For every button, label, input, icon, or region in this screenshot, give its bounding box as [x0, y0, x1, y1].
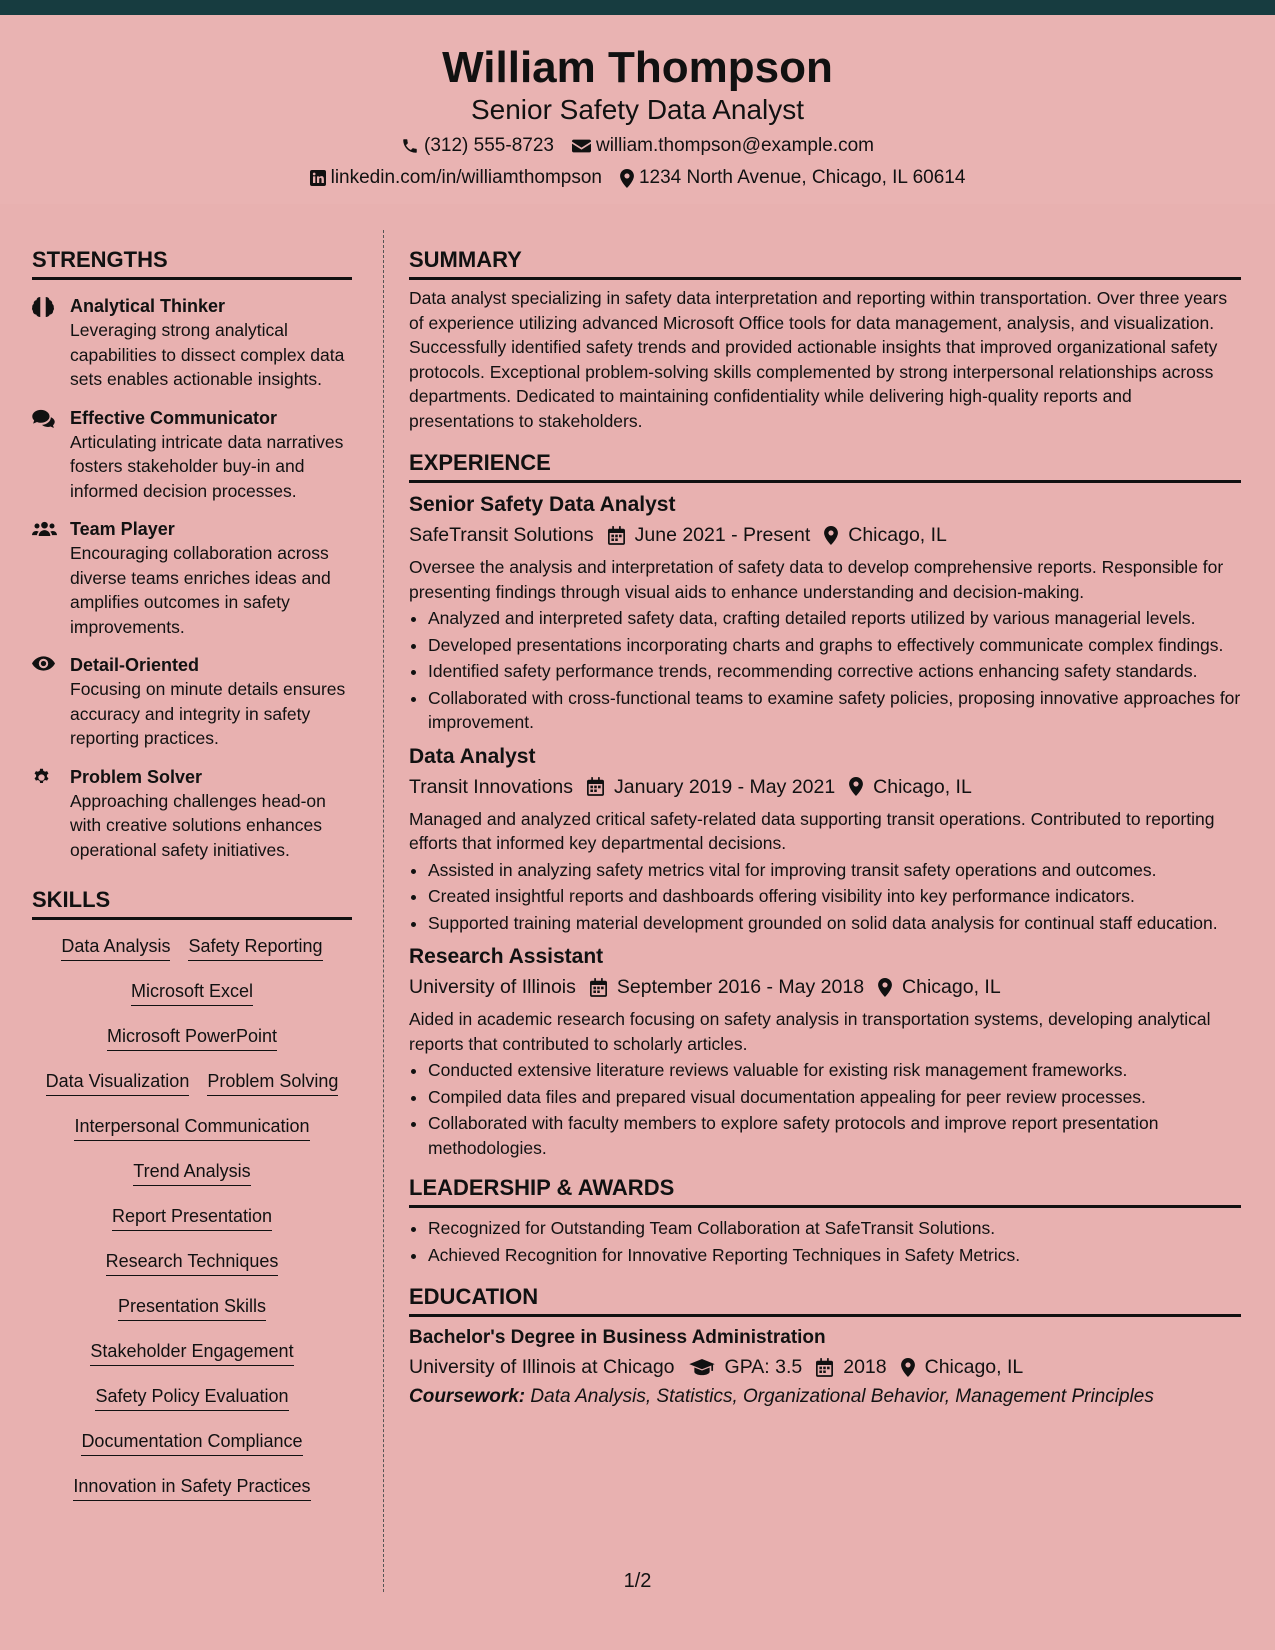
strength-item: [32, 517, 352, 639]
job-title: Senior Safety Data Analyst: [409, 493, 676, 516]
skill-row: [32, 1294, 352, 1339]
skill-tag: Documentation Compliance: [81, 1429, 302, 1456]
graduation-year: 2018: [843, 1356, 887, 1378]
gpa-text: GPA: 3.5: [724, 1356, 803, 1378]
job-bullets: [409, 1058, 1241, 1160]
email-link[interactable]: william.thompson@example.com: [595, 135, 874, 156]
education-location: Chicago, IL: [924, 1356, 1024, 1378]
job-entry: [409, 743, 1241, 936]
skill-row: [32, 1429, 352, 1474]
map-pin-icon: [620, 169, 634, 188]
users-icon: [32, 517, 70, 639]
company-name: Transit Innovations: [409, 775, 574, 798]
gear-icon: [32, 765, 70, 863]
education-meta: [409, 1353, 1241, 1381]
top-accent-bar: [0, 0, 1275, 15]
skill-row: [32, 1159, 352, 1204]
school-name: University of Illinois at Chicago: [409, 1356, 675, 1378]
eye-icon: [32, 653, 70, 751]
brain-icon: [32, 294, 70, 392]
candidate-title: Senior Safety Data Analyst: [470, 94, 805, 125]
calendar-icon: [816, 1358, 833, 1377]
skill-tag: Data Analysis: [61, 934, 170, 961]
job-bullet: • Developed presentations incorporating charts and graphs to effectively communicate complex findings.: [428, 633, 1241, 658]
skill-tag: Microsoft PowerPoint: [107, 1024, 277, 1051]
skills-list: [32, 934, 352, 1519]
calendar-icon: [590, 978, 607, 997]
skill-tag: Innovation in Safety Practices: [73, 1474, 310, 1501]
strength-item: [32, 294, 352, 392]
skill-tag: Trend Analysis: [133, 1159, 250, 1186]
leadership-heading: LEADERSHIP & AWARDS: [409, 1174, 1241, 1208]
skill-tag: Problem Solving: [207, 1069, 338, 1096]
job-entry: [409, 943, 1241, 1160]
job-location: Chicago, IL: [902, 976, 1001, 998]
strength-desc: Approaching challenges head-on with creative solutions enhances operational safety initiatives.: [70, 790, 326, 860]
job-bullet: • Supported training material development grounded on solid data analysis for continual staff education.: [428, 911, 1241, 936]
job-meta: [409, 773, 1241, 801]
skill-row: [32, 934, 352, 979]
skill-tag: Data Visualization: [46, 1069, 190, 1096]
job-entry: [409, 491, 1241, 735]
email-contact: [572, 134, 874, 158]
linkedin-icon: [310, 170, 326, 186]
job-bullet: • Analyzed and interpreted safety data, crafting detailed reports utilized by various managerial levels.: [428, 606, 1241, 631]
strength-desc: Encouraging collaboration across diverse teams enriches ideas and amplifies outcomes in safety improvements.: [70, 543, 331, 637]
skill-tag: Microsoft Excel: [131, 979, 253, 1006]
job-meta: [409, 973, 1241, 1001]
map-pin-icon: [824, 526, 838, 545]
candidate-name: William Thompson: [442, 43, 833, 92]
skill-tag: Research Techniques: [106, 1249, 279, 1276]
job-description: Managed and analyzed critical safety-related data supporting transit operations. Contributed to reporting efforts that informed key departmental decisions.: [409, 808, 1215, 853]
skill-tag: Stakeholder Engagement: [90, 1339, 293, 1366]
phone-icon: [401, 137, 419, 155]
strength-title: Effective Communicator: [70, 407, 278, 428]
skill-row: [32, 1474, 352, 1519]
degree-title: Bachelor's Degree in Business Administration: [409, 1327, 826, 1348]
phone-text[interactable]: (312) 555-8723: [424, 135, 554, 156]
skill-tag: Report Presentation: [112, 1204, 272, 1231]
company-name: SafeTransit Solutions: [409, 524, 594, 546]
award-item: • Recognized for Outstanding Team Collaboration at SafeTransit Solutions.: [428, 1216, 1241, 1241]
skills-heading: SKILLS: [32, 886, 352, 920]
skill-row: [32, 1024, 352, 1069]
job-location: Chicago, IL: [873, 775, 972, 798]
job-meta: [409, 521, 1241, 549]
skill-tag: Presentation Skills: [118, 1294, 266, 1321]
job-bullet: • Identified safety performance trends, recommending corrective actions enhancing safety standards.: [428, 659, 1241, 684]
phone-contact: [401, 134, 554, 158]
skill-row: [32, 1114, 352, 1159]
map-pin-icon: [849, 777, 863, 796]
skill-row: [32, 1204, 352, 1249]
calendar-icon: [587, 777, 604, 796]
skill-row: [32, 1249, 352, 1294]
right-column: [409, 230, 1241, 1411]
job-description: Oversee the analysis and interpretation of safety data to develop comprehensive reports. Responsible for presenting findings through visual aids to enhance understanding and decision-making.: [409, 557, 1224, 602]
strength-desc: Articulating intricate data narratives fosters stakeholder buy-in and informed decision processes.: [70, 431, 344, 501]
job-bullet: • Conducted extensive literature reviews valuable for existing risk management frameworks.: [428, 1058, 1241, 1083]
strength-title: Team Player: [70, 519, 175, 539]
job-bullet: • Assisted in analyzing safety metrics vital for improving transit safety operations and outcomes.: [428, 858, 1241, 883]
strength-title: Analytical Thinker: [70, 296, 226, 316]
job-location: Chicago, IL: [848, 524, 947, 546]
job-dates: June 2021 - Present: [634, 524, 811, 546]
job-bullet: • Compiled data files and prepared visual documentation appealing for peer review processes.: [428, 1085, 1241, 1110]
job-title: Data Analyst: [409, 744, 536, 768]
map-pin-icon: [878, 978, 892, 997]
column-divider: [383, 230, 384, 1592]
address-text: 1234 North Avenue, Chicago, IL 60614: [638, 167, 966, 188]
map-pin-icon: [901, 1358, 915, 1377]
coursework-text: Data Analysis, Statistics, Organizational Behavior, Management Principles: [525, 1386, 1154, 1407]
job-dates: September 2016 - May 2018: [616, 976, 865, 998]
job-title: Research Assistant: [409, 945, 604, 968]
education-heading: EDUCATION: [409, 1283, 1241, 1317]
job-description: Aided in academic research focusing on safety analysis in transportation systems, developing analytical reports that contributed to scholarly articles.: [409, 1009, 1211, 1054]
job-bullet: • Collaborated with cross-functional teams to examine safety policies, proposing innovative approaches for improvement.: [428, 686, 1241, 735]
skill-row: [32, 1069, 352, 1114]
linkedin-contact: [310, 166, 602, 190]
strength-item: [32, 653, 352, 751]
skill-row: [32, 1339, 352, 1384]
strength-item: [32, 765, 352, 863]
comments-icon: [32, 406, 70, 504]
graduation-cap-icon: [689, 1359, 715, 1376]
resume-header: [0, 15, 1275, 204]
summary-text: Data analyst specializing in safety data interpretation and reporting within transportation. Over three years of experience utilizing advanced Microsoft Office tools for data management, analysis, and visualization. Successfully identified safety trends and provided actionable insights that improved organizational safety protocols. Exceptional problem-solving skills complemented by strong interpersonal relationships across departments. Dedicated to maintaining confidentiality while delivering high-quality reports and presentations to stakeholders.: [409, 288, 1228, 431]
experience-heading: EXPERIENCE: [409, 449, 1241, 483]
contact-row-2: [0, 166, 1275, 190]
contact-row-1: [0, 134, 1275, 158]
address-contact: [620, 166, 965, 190]
job-bullets: [409, 606, 1241, 735]
linkedin-link[interactable]: linkedin.com/in/williamthompson: [330, 167, 602, 188]
skill-row: [32, 1384, 352, 1429]
skill-tag: Interpersonal Communication: [74, 1114, 309, 1141]
strength-item: [32, 406, 352, 504]
strength-title: Detail-Oriented: [70, 655, 200, 675]
strengths-heading: STRENGTHS: [32, 246, 352, 280]
award-item: • Achieved Recognition for Innovative Reporting Techniques in Safety Metrics.: [428, 1243, 1241, 1268]
job-bullets: [409, 858, 1241, 936]
skill-tag: Safety Reporting: [188, 934, 322, 961]
strength-title: Problem Solver: [70, 766, 203, 787]
coursework-label: Coursework:: [409, 1386, 526, 1407]
summary-heading: SUMMARY: [409, 246, 1241, 280]
strength-desc: Leveraging strong analytical capabilities to dissect complex data sets enables actionable insights.: [70, 320, 345, 389]
page-number: 1/2: [623, 1570, 652, 1592]
skill-row: [32, 979, 352, 1024]
left-column: [32, 230, 352, 1519]
job-dates: January 2019 - May 2021: [614, 775, 836, 798]
strength-desc: Focusing on minute details ensures accuracy and integrity in safety reporting practices.: [70, 679, 346, 748]
job-bullet: • Created insightful reports and dashboards offering visibility into key performance indicators.: [428, 884, 1241, 909]
leadership-list: [409, 1216, 1241, 1267]
company-name: University of Illinois: [409, 976, 576, 998]
calendar-icon: [608, 526, 625, 545]
envelope-icon: [572, 138, 591, 154]
skill-tag: Safety Policy Evaluation: [95, 1384, 288, 1411]
job-bullet: • Collaborated with faculty members to explore safety protocols and improve report presentation methodologies.: [428, 1111, 1241, 1160]
coursework-line: [409, 1383, 1241, 1411]
